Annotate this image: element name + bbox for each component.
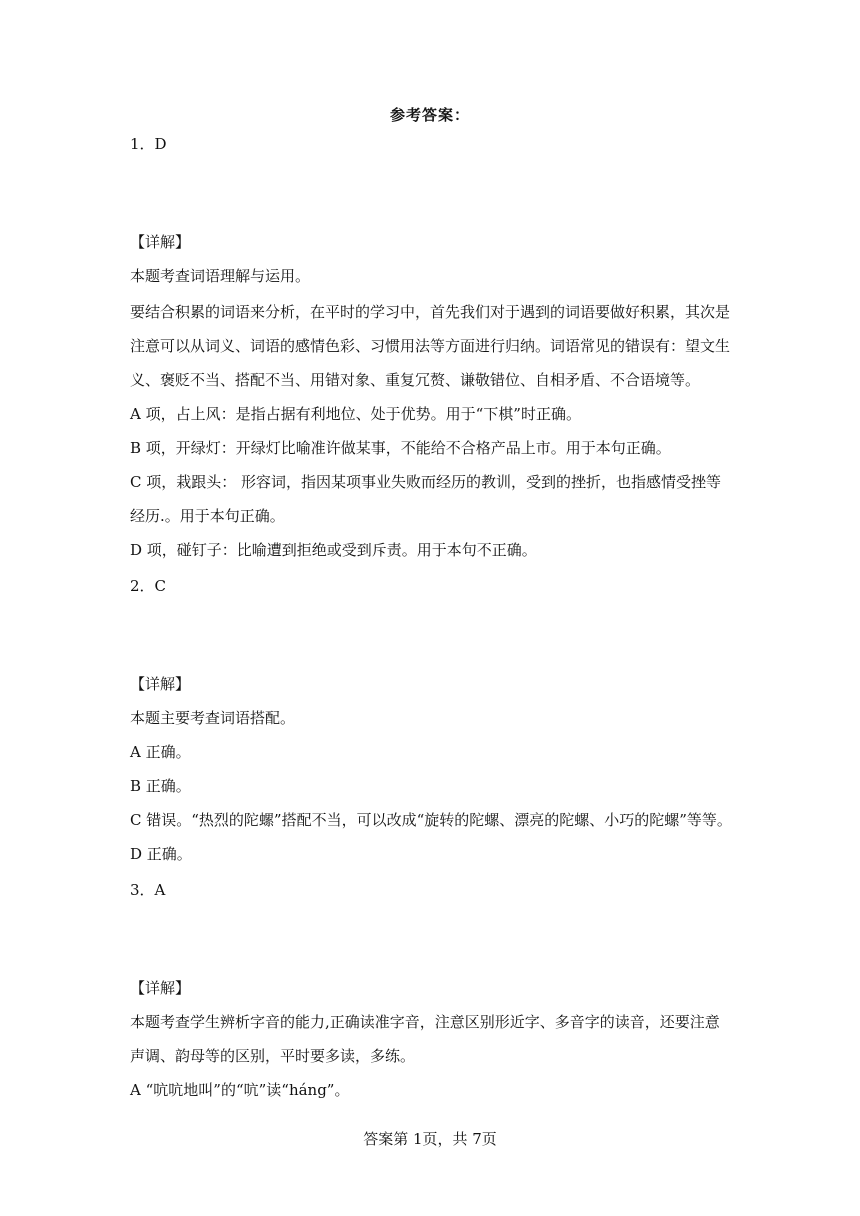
page-footer: 答案第 1页，共 7页	[363, 1130, 497, 1148]
explanation-line: 注意可以从词义、词语的感情色彩、习惯用法等方面进行归纳。词语常见的错误有：望文生	[130, 337, 731, 355]
answer-number: 1．D	[130, 135, 167, 153]
explanation-line: C 错误。“热烈的陀螺”搭配不当，可以改成“旋转的陀螺、漂亮的陀螺、小巧的陀螺”等等。	[130, 811, 732, 829]
explanation-heading: 【详解】	[130, 233, 191, 251]
answer-number: 2．C	[130, 577, 167, 595]
explanation-line: 经历.。用于本句正确。	[130, 507, 285, 525]
page-title: 参考答案：	[389, 106, 470, 124]
explanation-line: 要结合积累的词语来分析，在平时的学习中，首先我们对于遇到的词语要做好积累，其次是	[130, 303, 731, 321]
explanation-line: A “吭吭地叫”的“吭”读“háng”。	[130, 1081, 350, 1099]
explanation-line: 本题主要考查词语搭配。	[130, 709, 296, 727]
explanation-line: D 项，碰钉子：比喻遭到拒绝或受到斥责。用于本句不正确。	[130, 541, 537, 559]
explanation-line: B 项，开绿灯：开绿灯比喻准许做某事，不能给不合格产品上市。用于本句正确。	[130, 439, 671, 457]
answer-number: 3．A	[130, 881, 166, 899]
explanation-line: 声调、韵母等的区别，平时要多读，多练。	[130, 1047, 416, 1065]
explanation-line: 本题考查学生辨析字音的能力,正确读准字音，注意区别形近字、多音字的读音，还要注意	[130, 1013, 720, 1031]
explanation-heading: 【详解】	[130, 979, 191, 997]
explanation-line: C 项，栽跟头： 形容词，指因某项事业失败而经历的教训，受到的挫折，也指感情受挫等	[130, 473, 722, 491]
explanation-heading: 【详解】	[130, 675, 191, 693]
explanation-line: A 项，占上风：是指占据有利地位、处于优势。用于“下棋”时正确。	[130, 405, 581, 423]
explanation-line: 本题考查词语理解与运用。	[130, 267, 311, 285]
explanation-line: D 正确。	[130, 845, 192, 863]
explanation-line: B 正确。	[130, 777, 191, 795]
explanation-line: 义、褒贬不当、搭配不当、用错对象、重复冗赘、谦敬错位、自相矛盾、不合语境等。	[130, 371, 701, 389]
explanation-line: A 正确。	[130, 743, 191, 761]
